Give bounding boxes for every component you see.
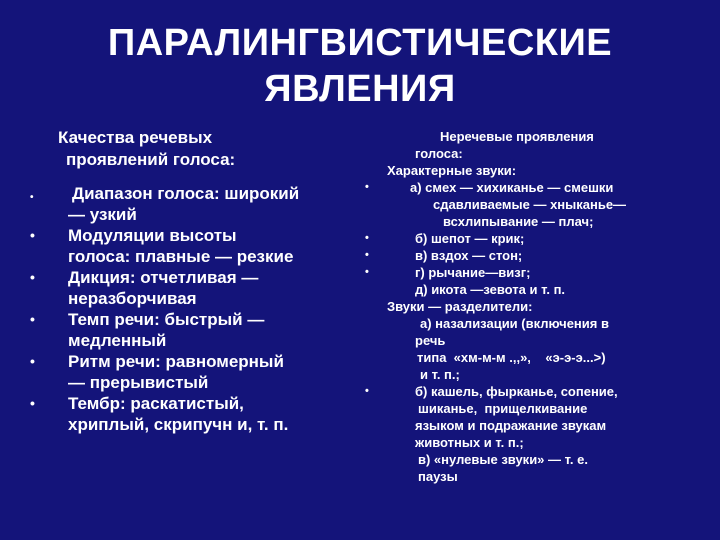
right-column-line-text: речь — [415, 333, 446, 348]
list-item — [30, 351, 350, 393]
title-line-1: ПАРАЛИНГВИСТИЧЕСКИЕ — [107, 22, 613, 64]
right-column-line — [365, 451, 710, 468]
right-column-line-text: б) кашель, фырканье, сопение, — [415, 384, 618, 399]
list-item-line-2: медленный — [68, 331, 167, 350]
right-column-line — [365, 383, 710, 400]
bullet-icon: • — [30, 311, 35, 327]
right-column-line — [365, 213, 710, 230]
right-column-line — [365, 400, 710, 417]
bullet-icon: • — [30, 395, 35, 411]
bullet-icon: • — [30, 353, 35, 369]
list-item-line-2: неразборчивая — [68, 289, 197, 308]
bullet-icon: • — [30, 227, 35, 243]
right-column-line — [365, 247, 710, 264]
right-column-line — [365, 315, 710, 332]
right-column-line — [365, 298, 710, 315]
right-column-line — [365, 281, 710, 298]
left-heading-line-1: Качества речевых — [58, 128, 213, 147]
right-column-line-text: а) смех — хихиканье — смешки — [410, 180, 614, 195]
bullet-icon: • — [365, 266, 369, 278]
list-item-line-1: Темп речи: быстрый — — [68, 310, 265, 329]
left-heading — [58, 127, 338, 171]
list-item-line-1: Дикция: отчетливая — — [68, 268, 259, 287]
right-column-line — [365, 434, 710, 451]
right-column-line-text: голоса: — [415, 146, 463, 161]
right-column-line — [365, 179, 710, 196]
right-column-line-text: Характерные звуки: — [387, 163, 517, 178]
left-heading-line-2: проявлений голоса: — [66, 150, 236, 169]
list-item-line-2: — прерывистый — [68, 373, 209, 392]
bullet-icon: • — [365, 181, 369, 193]
list-item-line-1: Ритм речи: равномерный — [68, 352, 284, 371]
list-item — [30, 225, 350, 267]
right-column-line — [365, 332, 710, 349]
bullet-icon: • — [30, 192, 34, 203]
bullet-icon: • — [365, 232, 369, 244]
list-item-line-1: Модуляции высоты — [68, 226, 237, 245]
list-item — [30, 309, 350, 351]
right-column-line — [365, 468, 710, 485]
right-column-line-text: и т. п.; — [420, 367, 460, 382]
right-column-line — [365, 230, 710, 247]
right-column-line — [365, 162, 710, 179]
bullet-icon: • — [30, 269, 35, 285]
right-column-line-text: в) «нулевые звуки» — т. е. — [418, 452, 588, 467]
list-item — [30, 267, 350, 309]
right-column-line-text: Звуки — разделители: — [387, 299, 533, 314]
right-column-line — [365, 264, 710, 281]
right-column-line-text: б) шепот — крик; — [415, 231, 525, 246]
right-column-line-text: Неречевые проявления — [440, 129, 594, 144]
right-column-line-text: а) назализации (включения в — [420, 316, 609, 331]
bullet-icon: • — [365, 249, 369, 261]
list-item-line-1: Диапазон голоса: широкий — [72, 184, 300, 203]
nonverbal-sounds-column — [365, 128, 710, 485]
right-column-line-text: сдавливаемые — хныканье— — [433, 197, 627, 212]
right-column-line-text: д) икота —зевота и т. п. — [415, 282, 566, 297]
right-column-line-text: паузы — [418, 469, 458, 484]
right-column-line — [365, 128, 710, 145]
voice-qualities-list — [30, 183, 350, 435]
right-column-line-text: всхлипывание — плач; — [443, 214, 594, 229]
list-item-line-2: голоса: плавные — резкие — [68, 247, 294, 266]
list-item-line-2: — узкий — [68, 205, 137, 224]
title-line-2: ЯВЛЕНИЯ — [264, 68, 456, 110]
right-column-line-text: языком и подражание звукам — [415, 418, 607, 433]
list-item — [30, 183, 350, 225]
right-column-line — [365, 196, 710, 213]
list-item-line-1: Тембр: раскатистый, — [68, 394, 244, 413]
slide-title — [0, 20, 720, 112]
right-column-line-text: в) вздох — стон; — [415, 248, 523, 263]
right-column-line-text: животных и т. п.; — [415, 435, 524, 450]
right-column-line-text: типа «хм-м-м .,,», «э-э-э...>) — [417, 350, 606, 365]
right-column-line-text: г) рычание—визг; — [415, 265, 531, 280]
right-column-line-text: шиканье, прищелкивание — [418, 401, 588, 416]
right-column-line — [365, 349, 710, 366]
right-column-line — [365, 366, 710, 383]
bullet-icon: • — [365, 385, 369, 397]
list-item — [30, 393, 350, 435]
right-column-line — [365, 145, 710, 162]
right-column-line — [365, 417, 710, 434]
list-item-line-2: хриплый, скрипучн и, т. п. — [68, 415, 289, 434]
